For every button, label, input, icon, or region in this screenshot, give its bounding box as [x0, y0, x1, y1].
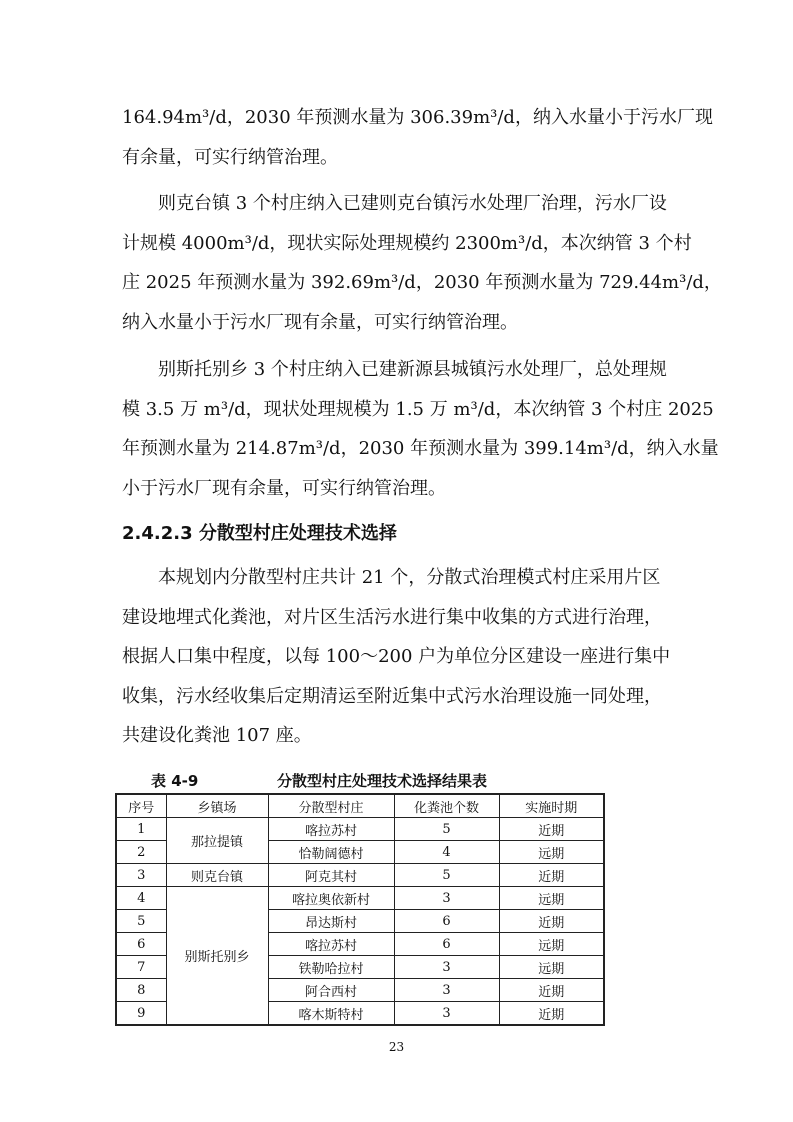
paragraph-1 — [122, 98, 713, 177]
cell-no: 2 — [116, 841, 166, 864]
section-heading: 2.4.2.3 分散型村庄处理技术选择 — [122, 523, 397, 544]
text-line: 则克台镇 3 个村庄纳入已建则克台镇污水处理厂治理，污水厂设 — [158, 193, 667, 214]
cell-no: 5 — [116, 910, 166, 933]
cell-village: 喀拉苏村 — [268, 818, 394, 841]
cell-period: 远期 — [499, 841, 604, 864]
cell-count: 3 — [394, 1002, 499, 1026]
cell-no: 9 — [116, 1002, 166, 1026]
cell-village: 喀木斯特村 — [268, 1002, 394, 1026]
cell-period: 远期 — [499, 933, 604, 956]
cell-no: 1 — [116, 818, 166, 841]
header-no: 序号 — [116, 794, 166, 818]
cell-no: 4 — [116, 887, 166, 910]
page-number: 23 — [388, 1040, 405, 1054]
cell-period: 近期 — [499, 910, 604, 933]
text-line: 纳入水量小于污水厂现有余量，可实行纳管治理。 — [122, 311, 518, 333]
cell-no: 7 — [116, 956, 166, 979]
paragraph-2 — [122, 184, 722, 342]
table-caption-title: 分散型村庄处理技术选择结果表 — [277, 772, 488, 790]
text-line: 年预测水量为 214.87m³/d，2030 年预测水量为 399.14m³/d，纳入水量 — [122, 438, 719, 459]
text-line: 收集，污水经收集后定期清运至附近集中式污水治理设施一同处理， — [122, 685, 662, 707]
cell-count: 6 — [394, 933, 499, 956]
text-line: 别斯托别乡 3 个村庄纳入已建新源县城镇污水处理厂，总处理规 — [158, 359, 667, 380]
cell-period: 近期 — [499, 864, 604, 887]
text-line: 共建设化粪池 107 座。 — [122, 725, 312, 746]
text-line: 根据人口集中程度，以每 100～200 户为单位分区建设一座进行集中 — [122, 646, 671, 667]
header-count: 化粪池个数 — [394, 794, 499, 818]
cell-count: 3 — [394, 979, 499, 1002]
cell-count: 3 — [394, 956, 499, 979]
cell-no: 6 — [116, 933, 166, 956]
cell-no: 3 — [116, 864, 166, 887]
cell-village: 喀拉苏村 — [268, 933, 394, 956]
paragraph-3 — [122, 350, 719, 508]
village-treatment-table — [115, 793, 605, 1026]
cell-period: 远期 — [499, 956, 604, 979]
text-line: 庄 2025 年预测水量为 392.69m³/d，2030 年预测水量为 729.44m³/d， — [122, 272, 722, 293]
cell-period: 近期 — [499, 1002, 604, 1026]
header-period: 实施时期 — [499, 794, 604, 818]
table-header-row — [116, 794, 604, 818]
cell-count: 4 — [394, 841, 499, 864]
cell-count: 5 — [394, 864, 499, 887]
table-caption-number: 表 4-9 — [151, 772, 199, 790]
header-township: 乡镇场 — [166, 794, 268, 818]
text-line: 有余量，可实行纳管治理。 — [122, 146, 338, 168]
cell-count: 3 — [394, 887, 499, 910]
text-line: 计规模 4000m³/d，现状实际处理规模约 2300m³/d，本次纳管 3 个村 — [122, 232, 692, 254]
cell-village: 阿合西村 — [268, 979, 394, 1002]
table-row — [116, 887, 604, 910]
cell-period: 远期 — [499, 887, 604, 910]
cell-village: 阿克其村 — [268, 864, 394, 887]
cell-village: 喀拉奥依新村 — [268, 887, 394, 910]
cell-count: 5 — [394, 818, 499, 841]
text-line: 本规划内分散型村庄共计 21 个，分散式治理模式村庄采用片区 — [158, 567, 661, 588]
cell-village: 铁勒哈拉村 — [268, 956, 394, 979]
cell-no: 8 — [116, 979, 166, 1002]
cell-period: 近期 — [499, 818, 604, 841]
text-line: 164.94m³/d，2030 年预测水量为 306.39m³/d，纳入水量小于污水厂现 — [122, 107, 713, 128]
cell-village: 恰勒阔德村 — [268, 841, 394, 864]
table-row — [116, 864, 604, 887]
cell-township: 那拉提镇 — [166, 818, 268, 864]
text-line: 建设地埋式化粪池，对片区生活污水进行集中收集的方式进行治理， — [122, 606, 662, 628]
header-village: 分散型村庄 — [268, 794, 394, 818]
table-row — [116, 818, 604, 841]
cell-period: 近期 — [499, 979, 604, 1002]
paragraph-4 — [122, 558, 674, 756]
text-line: 小于污水厂现有余量，可实行纳管治理。 — [122, 477, 446, 499]
cell-township: 则克台镇 — [166, 864, 268, 887]
cell-village: 昂达斯村 — [268, 910, 394, 933]
cell-township: 别斯托别乡 — [166, 887, 268, 1026]
text-line: 模 3.5 万 m³/d，现状处理规模为 1.5 万 m³/d，本次纳管 3 个村庄 2025 — [122, 398, 714, 420]
cell-count: 6 — [394, 910, 499, 933]
